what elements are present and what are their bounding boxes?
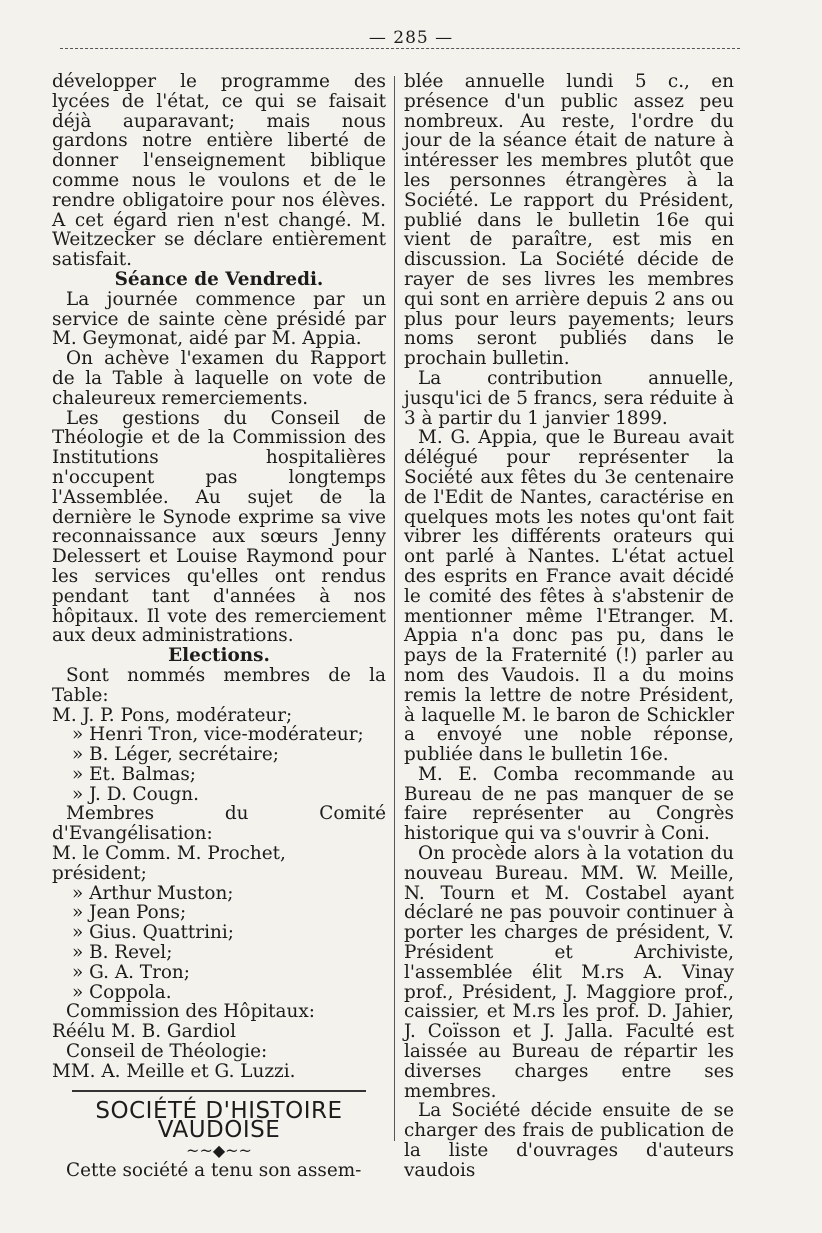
list-item: M. le Comm. M. Prochet, président; — [52, 843, 286, 884]
list-item: » Coppola. — [72, 981, 172, 1003]
table-members-list — [52, 706, 386, 805]
list-item: M. J. P. Pons, modérateur; — [52, 704, 293, 726]
column-divider — [394, 76, 395, 1141]
list-item: » B. Léger, secrétaire; — [72, 744, 279, 766]
paragraph: La journée commence par un service de sainte cène présidé par M. Geymonat, aidé par M. Appia. — [52, 288, 386, 350]
paragraph: développer le programme des lycées de l'état, ce qui se faisait déjà auparavant; mais nous gardons notre entière liberté de donner l'enseignement biblique comme nous le voulons et de le rendre obligatoire pour nos élèves. A cet égard rien n'est changé. M. Weitzecker se déclare entièrement satisfait. — [52, 71, 386, 271]
ornament: ~~◆~~ — [186, 1141, 252, 1161]
list-item: » B. Revel; — [72, 942, 173, 964]
list-intro: Membres du Comité d'Evangélisation: — [52, 803, 386, 845]
list-intro: Conseil de Théologie: — [66, 1041, 268, 1063]
list-item: » Arthur Muston; — [72, 882, 234, 904]
hopitaux-members-list — [52, 1022, 386, 1042]
paragraph: M. E. Comba recommande au Bureau de ne pas manquer de se faire représenter au Congrès historique qui va s'ouvrir à Coni. — [404, 763, 734, 845]
list-item: » Gius. Quattrini; — [72, 922, 234, 944]
list-item: » J. D. Cougn. — [72, 783, 199, 805]
section-divider — [72, 1090, 366, 1092]
paragraph: On procède alors à la votation du nouveau Bureau. MM. W. Meille, N. Tourn et M. Costabel ayant déclaré ne pas pouvoir continuer à porter les charges de président, V. Président et Archiviste, l'assemblée élit M.rs A. Vinay prof., Président, J. Maggiore prof., caissier, et M.rs les prof. D. Jahier, J. Coïsson et J. Jalla. Faculté est laissée au Bureau de répartir les diverses charges entre ses membres. — [404, 843, 734, 1102]
right-column — [404, 72, 734, 1181]
paragraph: blée annuelle lundi 5 c., en présence d'un public assez peu nombreux. Au reste, l'ordre du jour de la séance était de nature à intéresser les membres plutôt que les personnes étrangères à la Société. Le rapport du Président, publié dans le bulletin 16e qui vient de paraître, est mis en discussion. La Société décide de rayer de ses livres les membres qui sont en arrière depuis 2 ans ou plus pour leurs payements; leurs noms seront publiés dans le prochain bulletin. — [404, 71, 734, 370]
list-item: MM. A. Meille et G. Luzzi. — [52, 1060, 296, 1082]
paragraph: La contribution annuelle, jusqu'ici de 5 francs, sera réduite à 3 à partir du 1 janvier 1899. — [404, 367, 734, 429]
paragraph: On achève l'examen du Rapport de la Table à laquelle on vote de chaleureux remerciements. — [52, 348, 386, 409]
list-item: » G. A. Tron; — [72, 961, 190, 983]
paragraph: M. G. Appia, que le Bureau avait délégué pour représenter la Société aux fêtes du 3e centenaire de l'Edit de Nantes, caractérise en quelques mots les notes qu'ont fait vibrer les différents orateurs qui ont parlé à Nantes. L'état actuel des esprits en France avait décidé le comité des fêtes à s'abstenir de mentionner même l'Etranger. M. Appia n'a donc pas pu, dans le pays de la Fraternité (!) parler au nom des Vaudois. Il a du moins remis la lettre de notre Président, à laquelle M. le baron de Schickler a envoyé une noble réponse, publiée dans le bulletin 16e. — [404, 427, 734, 766]
paragraph: La Société décide ensuite de se charger des frais de publication de la liste d'ouvrages d'auteurs vaudois — [404, 1100, 734, 1181]
list-item: » Henri Tron, vice-modérateur; — [72, 724, 364, 746]
header-rule — [60, 48, 740, 49]
left-column — [52, 72, 386, 1181]
heading-seance-vendredi: Séance de Vendredi. — [114, 268, 324, 290]
section-title: SOCIÉTÉ D'HISTOIRE VAUDOISE — [95, 1097, 343, 1144]
paragraph: Cette société a tenu son assem- — [66, 1160, 362, 1182]
list-item: Réélu M. B. Gardiol — [52, 1021, 236, 1043]
list-item: » Jean Pons; — [72, 902, 187, 924]
heading-elections: Elections. — [168, 645, 270, 667]
list-intro: Commission des Hôpitaux: — [66, 1001, 315, 1023]
list-item: » Et. Balmas; — [72, 763, 197, 785]
paragraph: Les gestions du Conseil de Théologie et de la Commission des Institutions hospitalières n'occupent pas longtemps l'Assemblée. Au sujet de la dernière le Synode exprime sa vive reconnaissance aux sœurs Jenny Delessert et Louise Raymond pour les services qu'elles ont rendus pendant tant d'années à nos hôpitaux. Il vote des remerciement aux deux administrations. — [52, 407, 386, 647]
theologie-members-list — [52, 1062, 386, 1082]
list-intro: Sont nommés membres de la Table: — [52, 664, 386, 706]
comite-members-list — [52, 844, 386, 1002]
page-number: — 285 — — [368, 28, 454, 48]
